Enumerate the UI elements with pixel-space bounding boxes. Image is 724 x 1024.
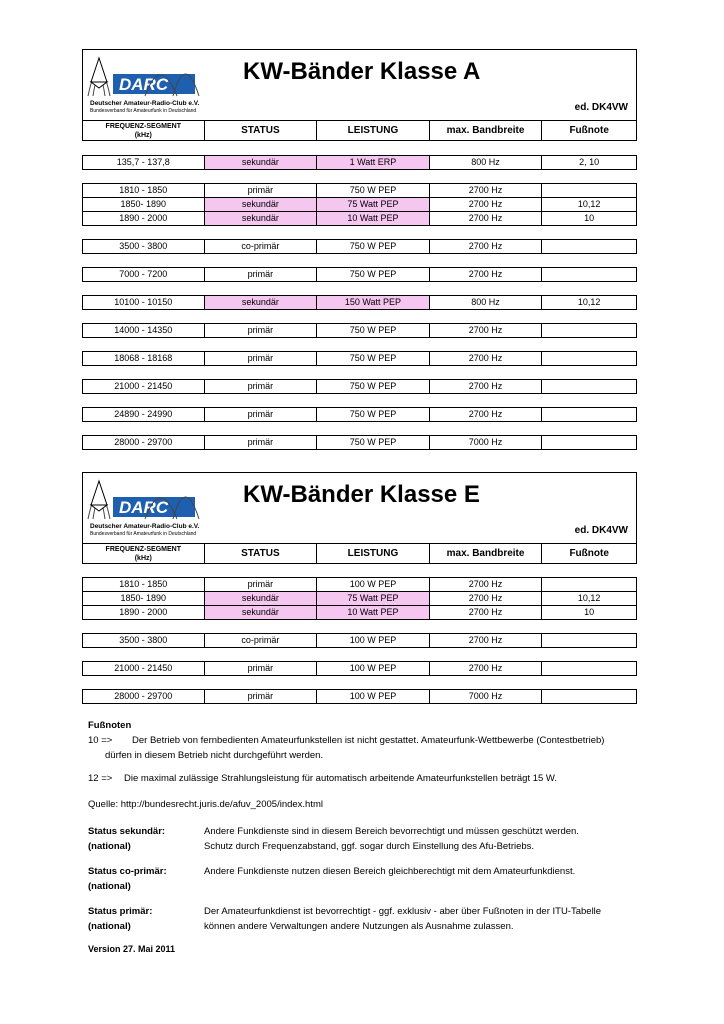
band-group [82,155,637,170]
class-e-title: KW-Bänder Klasse E [243,481,480,508]
cell-bandwidth: 2700 Hz [430,268,543,281]
status-secondary-national: (national) [88,841,131,852]
logo-line1: Deutscher Amateur-Radio-Club e.V. [90,100,200,107]
class-e-edition: ed. DK4VW [574,525,628,536]
cell-power: 750 W PEP [317,184,430,197]
table-row [83,156,636,169]
cell-power: 750 W PEP [317,352,430,365]
footnote-12-text: Die maximal zulässige Strahlungsleistung für automatisch arbeitende Amateurfunkstellen beträgt 15 W. [124,773,558,784]
svg-text:DARC: DARC [119,498,169,517]
cell-footnote [542,662,636,675]
cell-power: 750 W PEP [317,408,430,421]
table-row [83,436,636,449]
status-primary-text2: können andere Verwaltungen andere Nutzungen als Ausnahme zulassen. [204,921,514,932]
table-row [83,634,636,647]
col-footnote: Fußnote [569,548,609,559]
footnote-12-marker: 12 => [88,773,113,784]
status-coprimary-label: Status co-primär: [88,866,167,877]
cell-frequency: 21000 - 21450 [83,662,205,675]
table-row [83,380,636,393]
cell-status: primär [205,408,318,421]
cell-frequency: 1850- 1890 [83,198,205,211]
darc-logo [85,52,205,118]
cell-footnote: 10,12 [577,199,601,209]
cell-bandwidth: 2700 Hz [430,212,543,225]
cell-status: primär [205,324,318,337]
cell-power: 75 Watt PEP [317,592,430,605]
cell-footnote [542,436,636,449]
table-row [83,352,636,365]
cell-footnote [542,408,636,421]
cell-power: 1 Watt ERP [317,156,430,169]
cell-frequency: 28000 - 29700 [83,436,205,449]
cell-power: 750 W PEP [317,436,430,449]
class-e-header [82,472,637,544]
band-group [82,183,637,226]
cell-bandwidth: 2700 Hz [430,578,543,591]
svg-text:DARC: DARC [119,75,169,94]
cell-frequency: 24890 - 24990 [83,408,205,421]
cell-bandwidth: 7000 Hz [430,436,543,449]
cell-frequency: 7000 - 7200 [83,268,205,281]
class-e-section [82,472,637,701]
cell-footnote [542,240,636,253]
col-status: STATUS [205,544,318,563]
cell-status: primär [205,184,318,197]
logo-line2: Bundesverband für Amateurfunk in Deutschland [90,531,197,537]
cell-bandwidth: 2700 Hz [430,592,543,605]
table-row [83,690,636,703]
cell-bandwidth: 2700 Hz [430,198,543,211]
logo-line2: Bundesverband für Amateurfunk in Deutschland [90,108,197,114]
class-a-title: KW-Bänder Klasse A [243,58,481,85]
cell-footnote [542,352,636,365]
cell-frequency: 135,7 - 137,8 [83,156,205,169]
col-power: LEISTUNG [317,544,430,563]
table-row [83,240,636,253]
status-coprimary-text1: Andere Funkdienste nutzen diesen Bereich gleichberechtigt mit dem Amateurfunkdienst. [204,866,576,877]
cell-frequency: 3500 - 3800 [83,634,205,647]
cell-status: primär [205,662,318,675]
cell-frequency: 3500 - 3800 [83,240,205,253]
cell-status: primär [205,380,318,393]
table-row [83,211,636,225]
col-footnote: Fußnote [569,125,609,136]
cell-power: 100 W PEP [317,662,430,675]
darc-logo [85,475,205,541]
cell-status: sekundär [205,606,318,619]
cell-footnote [542,690,636,703]
footnote-10-line1: Der Betrieb von fernbedienten Amateurfunkstellen ist nicht gestattet. Amateurfunk-Wettbewerbe (Contestbetrieb) [132,735,605,746]
band-group [82,661,637,676]
cell-footnote [542,324,636,337]
cell-frequency: 14000 - 14350 [83,324,205,337]
cell-bandwidth: 2700 Hz [430,634,543,647]
band-group [82,689,637,704]
source-line: Quelle: http://bundesrecht.juris.de/afuv_2005/index.html [88,799,324,810]
cell-bandwidth: 7000 Hz [430,690,543,703]
cell-footnote [542,578,636,591]
table-row [83,296,636,309]
cell-status: primär [205,352,318,365]
class-a-header [82,49,637,121]
status-secondary-text1: Andere Funkdienste sind in diesem Bereich bevorrechtigt und müssen geschützt werden. [204,826,579,837]
cell-status: primär [205,436,318,449]
status-primary-label: Status primär: [88,906,153,917]
cell-power: 100 W PEP [317,690,430,703]
table-row [83,324,636,337]
cell-status: sekundär [205,156,318,169]
col-status: STATUS [205,121,318,140]
band-group [82,323,637,338]
band-group [82,577,637,620]
cell-power: 10 Watt PEP [317,212,430,225]
table-row [83,662,636,675]
col-bandwidth: max. Bandbreite [430,544,543,563]
status-primary-national: (national) [88,921,131,932]
cell-power: 75 Watt PEP [317,198,430,211]
class-a-edition: ed. DK4VW [574,102,628,113]
footnotes-heading: Fußnoten [88,720,132,731]
cell-status: co-primär [205,634,318,647]
table-row [83,578,636,591]
cell-power: 750 W PEP [317,268,430,281]
cell-bandwidth: 2700 Hz [430,380,543,393]
cell-frequency: 1890 - 2000 [83,212,205,225]
cell-power: 750 W PEP [317,324,430,337]
cell-bandwidth: 2700 Hz [430,184,543,197]
cell-status: sekundär [205,592,318,605]
cell-frequency: 21000 - 21450 [83,380,205,393]
cell-bandwidth: 800 Hz [430,156,543,169]
status-primary-text1: Der Amateurfunkdienst ist bevorrechtigt - ggf. exklusiv - aber über Fußnoten in der ITU-Tabelle [204,906,602,917]
version-line: Version 27. Mai 2011 [88,944,176,954]
cell-footnote: 10,12 [577,297,601,307]
cell-footnote: 10 [584,607,595,617]
cell-bandwidth: 2700 Hz [430,662,543,675]
band-group [82,295,637,310]
band-group [82,407,637,422]
footnote-10-line2: dürfen in diesem Betrieb nicht durchgeführt werden. [105,750,324,761]
cell-status: sekundär [205,198,318,211]
table-row [83,268,636,281]
table-row [83,408,636,421]
band-group [82,379,637,394]
table-row [83,197,636,211]
status-secondary-text2: Schutz durch Frequenzabstand, ggf. sogar durch Einstellung des Afu-Betriebs. [204,841,535,852]
col-frequency: FREQUENZ-SEGMENT (kHz) [83,121,205,140]
status-secondary-label: Status sekundär: [88,826,166,837]
class-a-section [82,49,637,447]
cell-power: 750 W PEP [317,240,430,253]
footnote-10-marker: 10 => [88,735,113,746]
cell-bandwidth: 800 Hz [430,296,543,309]
cell-frequency: 1810 - 1850 [83,184,205,197]
col-frequency: FREQUENZ-SEGMENT (kHz) [83,544,205,563]
cell-status: co-primär [205,240,318,253]
cell-power: 150 Watt PEP [317,296,430,309]
cell-frequency: 18068 - 18168 [83,352,205,365]
cell-status: sekundär [205,212,318,225]
cell-footnote [542,184,636,197]
cell-status: primär [205,578,318,591]
cell-footnote [542,380,636,393]
cell-bandwidth: 2700 Hz [430,408,543,421]
cell-frequency: 1850- 1890 [83,592,205,605]
status-coprimary-national: (national) [88,881,131,892]
band-group [82,351,637,366]
table-row [83,184,636,197]
cell-bandwidth: 2700 Hz [430,352,543,365]
band-group [82,267,637,282]
cell-frequency: 10100 - 10150 [83,296,205,309]
cell-footnote [542,634,636,647]
table-row [83,591,636,605]
cell-power: 750 W PEP [317,380,430,393]
cell-footnote: 10 [584,213,595,223]
cell-footnote: 2, 10 [579,157,600,167]
cell-status: primär [205,268,318,281]
class-e-column-header [82,544,637,564]
cell-power: 100 W PEP [317,634,430,647]
cell-frequency: 1810 - 1850 [83,578,205,591]
cell-status: sekundär [205,296,318,309]
table-row [83,605,636,619]
cell-bandwidth: 2700 Hz [430,606,543,619]
cell-power: 100 W PEP [317,578,430,591]
cell-frequency: 28000 - 29700 [83,690,205,703]
cell-footnote [542,268,636,281]
col-power: LEISTUNG [317,121,430,140]
logo-line1: Deutscher Amateur-Radio-Club e.V. [90,523,200,530]
cell-footnote: 10,12 [577,593,601,603]
band-group [82,239,637,254]
cell-bandwidth: 2700 Hz [430,240,543,253]
cell-power: 10 Watt PEP [317,606,430,619]
col-bandwidth: max. Bandbreite [430,121,543,140]
cell-status: primär [205,690,318,703]
cell-bandwidth: 2700 Hz [430,324,543,337]
class-a-column-header [82,121,637,141]
band-group [82,435,637,450]
cell-frequency: 1890 - 2000 [83,606,205,619]
band-group [82,633,637,648]
